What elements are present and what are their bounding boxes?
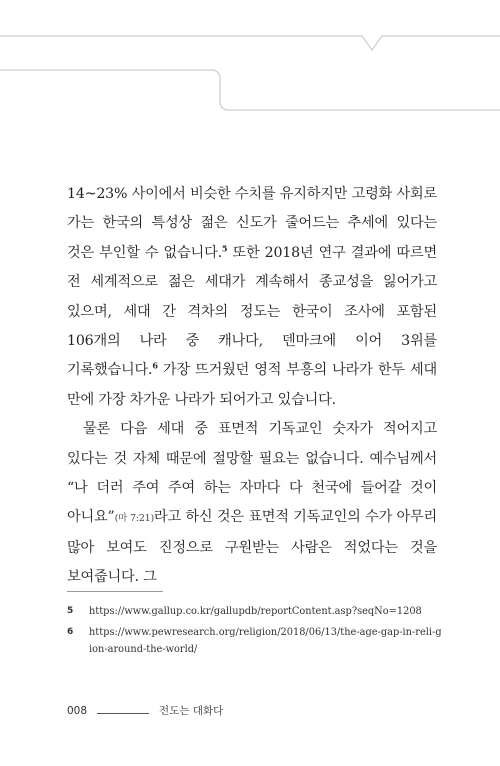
footnotes (67, 603, 442, 662)
paragraph-2-text-b: 라고 하신 것은 표면적 기독교인의 수가 아무리 많아 보여도 진정으로 구원받는 사람은 적었다는 것을 보여줍니다. 그 (67, 509, 437, 586)
footnote-divider (67, 591, 163, 592)
paragraph-2-text-a: 물론 다음 세대 중 표면적 기독교인 숫자가 적어지고 있다는 것 자체 때문에 절망할 필요는 없습니다. 예수님께서 “나 더러 주여 주여 하는 자마다 다 천국에 들어갈 것이 아니요” (67, 421, 437, 526)
paragraph-1-text-b: 또한 2018년 연구 결과에 따르면 전 세계적으로 젊은 세대가 계속해서 종교성을 잃어가고 있으며, 세대 간 격차의 정도는 한국이 조사에 포함된 106개의 나라 중 캐나다, 덴마크에 이어 3위를 기록했습니다. (67, 244, 437, 379)
paragraph-1-text-c: 가장 뜨거웠던 영적 부흥의 나라가 한두 세대 만에 가장 차가운 나라가 되어가고 있습니다. (67, 362, 437, 408)
page-number: 008 (67, 704, 88, 717)
footer-rule (97, 713, 149, 714)
running-footer (67, 703, 223, 718)
header-decorative-frame (0, 0, 500, 140)
footnote-url: https://www.pewresearch.org/religion/2018/06/13/the-age-gap-in-reli-gion-around-the-world/ (89, 627, 442, 655)
footnote-6 (67, 624, 442, 658)
body-text (67, 180, 437, 593)
paragraph-2 (67, 415, 437, 592)
footnote-number: 5 (67, 606, 74, 616)
footnote-ref-6: 6 (152, 360, 158, 371)
scripture-reference: (마 7:21) (114, 513, 155, 525)
footnote-url: https://www.gallup.co.kr/gallupdb/reportContent.asp?seqNo=1208 (89, 606, 422, 617)
paragraph-1-text-a: 14~23% 사이에서 비슷한 수치를 유지하지만 고령화 사회로 가는 한국의 특성상 젊은 신도가 줄어드는 추세에 있다는 것은 부인할 수 없습니다. (67, 186, 437, 261)
footnote-5 (67, 603, 442, 620)
paragraph-1 (67, 180, 437, 415)
book-title: 전도는 대화다 (159, 705, 224, 717)
footnote-ref-5: 5 (221, 243, 228, 254)
footnote-number: 6 (67, 627, 74, 637)
